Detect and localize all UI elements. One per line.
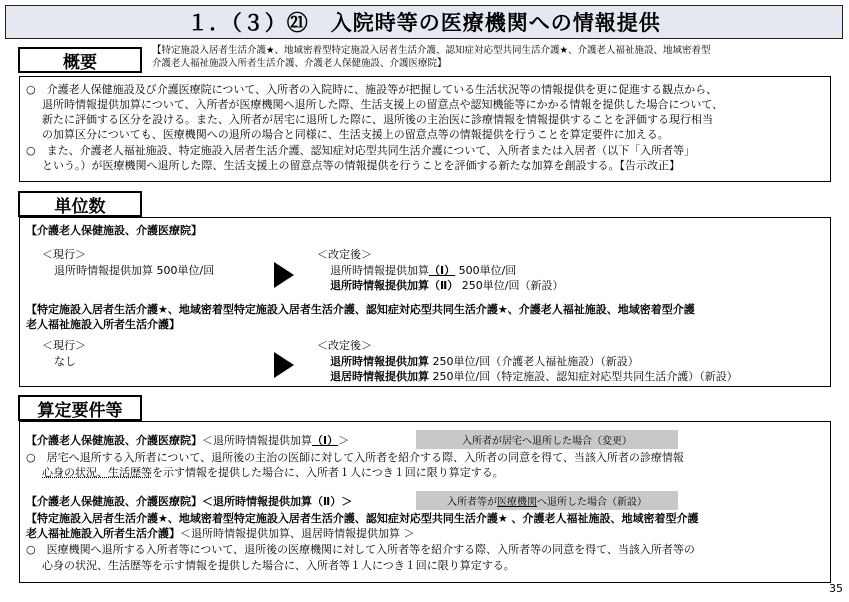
overview-line-5: ○ また、介護老人福祉施設、特定施設入居者生活介護、認知症対応型共同生活介護について、入所者または入居者（以下「入所者等」	[26, 144, 696, 157]
req-block1-tag: 入所者が居宅へ退所した場合（変更）	[416, 430, 678, 449]
units-group2-current-label: ＜現行＞	[42, 339, 86, 352]
overview-line-1: ○ 介護老人保健施設及び介護医療院について、入所者の入院時に、施設等が把握している生活状況等の情報提供を更に促進する観点から、	[26, 83, 718, 96]
req-block1-line1: ○ 居宅へ退所する入所者について、退所後の主治の医師に対して入所者を紹介する際、入所者の同意を得て、当該入所者の診療情報	[26, 451, 684, 464]
overview-box	[19, 76, 831, 182]
requirements-heading: 算定要件等	[18, 395, 142, 421]
req-block2-line1: ○ 医療機関へ退所する入所者等について、退所後の医療機関に対して入所者等を紹介する際、入所者等の同意を得て、当該入所者等の	[26, 543, 695, 556]
req-block1-label: 【介護老人保健施設、介護医療院】＜退所時情報提供加算（Ⅰ）＞	[26, 434, 350, 447]
arrow-right-icon	[274, 262, 294, 288]
overview-line-3: 新たに評価する区分を設ける。また、入所者が居宅に退所した際に、退所後の主治医に診療情報を情報提供することを評価する現行相当	[42, 113, 713, 126]
overview-line-2: 退所時情報提供加算について、入所者が医療機関へ退所した際、生活支援上の留意点や認知機能等にかかる情報を提供した場合について、	[42, 98, 724, 111]
units-group1-current-value: 退所時情報提供加算 500単位/回	[54, 264, 215, 277]
overview-scope-line2: 介護老人福祉施設入所者生活介護、介護老人保健施設、介護医療院】	[152, 58, 447, 69]
units-group2-revised-line2: 退居時情報提供加算 250単位/回（特定施設、認知症対応型共同生活介護）（新設）	[330, 370, 738, 383]
units-group1-revised-line2: 退所時情報提供加算（Ⅱ） 250単位/回（新設）	[330, 279, 564, 292]
units-group1-revised-line1: 退所時情報提供加算（Ⅰ） 500単位/回	[330, 264, 517, 277]
req-block2-tag: 入所者等が 医療機関 へ退所した場合（新設）	[416, 491, 678, 510]
units-group2-label-line1: 【特定施設入居者生活介護★、地域密着型特定施設入居者生活介護、認知症対応型共同生活介護★、介護老人福祉施設、地域密着型介護	[26, 303, 695, 316]
units-group2-label-line2: 老人福祉施設入所者生活介護】	[26, 318, 180, 331]
units-group1-current-label: ＜現行＞	[42, 248, 86, 261]
req-block1-line2: 心身の状況、生活歴等を示す情報を提供した場合に、入所者１人につき１回に限り算定する。	[42, 466, 504, 479]
overview-line-6: という。）が医療機関へ退所した際、生活支援上の留意点等の情報提供を行うことを評価する新たな加算を創設する。【告示改正】	[42, 159, 680, 172]
units-group2-revised-line1: 退所時情報提供加算 250単位/回（介護老人福祉施設）（新設）	[330, 355, 639, 368]
req-block2-label: 【介護老人保健施設、介護医療院】＜退所時情報提供加算（Ⅱ）＞	[26, 495, 353, 508]
overview-line-4: の加算区分についても、医療機関への退所の場合と同様に、生活支援上の留意点等の情報提供を行うことを算定要件に加える。	[42, 128, 669, 141]
arrow-right-icon	[274, 352, 294, 378]
page-title: １．（３）㉑ 入院時等の医療機関への情報提供	[5, 5, 843, 39]
units-group2-current-value: なし	[54, 355, 76, 368]
page-number: 35	[829, 582, 843, 595]
units-box	[19, 217, 831, 387]
units-group1-label: 【介護老人保健施設、介護医療院】	[26, 224, 202, 237]
units-heading: 単位数	[18, 191, 142, 217]
overview-heading: 概要	[18, 47, 142, 73]
units-group1-revised-label: ＜改定後＞	[317, 248, 372, 261]
overview-scope-line1: 【特定施設入居者生活介護★、地域密着型特定施設入居者生活介護、認知症対応型共同生活介護★、介護老人福祉施設、地域密着型	[152, 45, 711, 56]
req-block2-line2: 心身の状況、生活歴等を示す情報を提供した場合に、入所者等１人につき１回に限り算定する。	[42, 559, 515, 572]
units-group2-revised-label: ＜改定後＞	[317, 339, 372, 352]
requirements-box	[19, 421, 831, 583]
req-block2-label2-line2: 老人福祉施設入所者生活介護】＜退所時情報提供加算、退居時情報提供加算 ＞	[26, 527, 415, 540]
req-block2-label2-line1: 【特定施設入居者生活介護★、地域密着型特定施設入居者生活介護、認知症対応型共同生活介護★ 、介護老人福祉施設、地域密着型介護	[26, 512, 699, 525]
